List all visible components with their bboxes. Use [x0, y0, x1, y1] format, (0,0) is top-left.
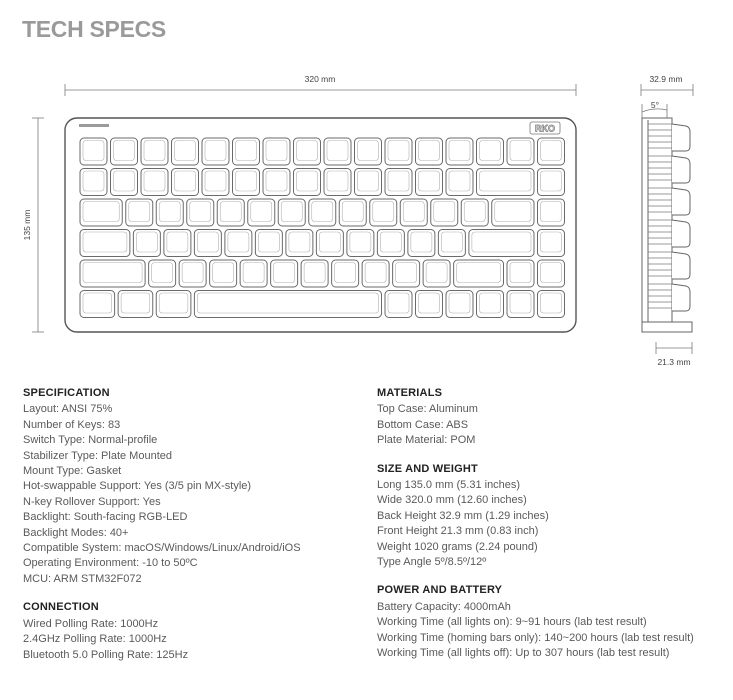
key-cap [80, 138, 107, 165]
power-battery-section [377, 583, 707, 661]
key-cap [149, 260, 176, 287]
key-cap [339, 199, 366, 226]
spec-line: Front Height 21.3 mm (0.83 inch) [377, 525, 539, 538]
spec-line: Type Angle 5º/8.5º/12º [377, 556, 487, 569]
key-cap [385, 138, 412, 165]
section-title: POWER AND BATTERY [377, 584, 503, 597]
height-label: 135 mm [22, 209, 32, 241]
key-cap [240, 260, 267, 287]
key-cap [355, 169, 382, 196]
key-cap [141, 169, 168, 196]
key-cap [217, 199, 244, 226]
key-cap [164, 230, 191, 257]
spec-line: MCU: ARM STM32F072 [23, 572, 142, 585]
key-cap [332, 260, 359, 287]
specification-section [23, 386, 353, 587]
key-cap [111, 138, 138, 165]
brand-badge [530, 122, 560, 134]
spec-line: 2.4GHz Polling Rate: 1000Hz [23, 633, 167, 646]
width-dimension [65, 74, 576, 96]
side-profile-view [641, 74, 693, 367]
key-cap [286, 230, 313, 257]
key-cap [538, 260, 565, 287]
brand-badge-text: RKO [535, 123, 555, 134]
side-key-cap [672, 124, 690, 151]
key-cap [202, 169, 229, 196]
key-cap [477, 291, 504, 318]
key-cap [492, 199, 534, 226]
spec-column-left [23, 386, 353, 676]
key-cap [309, 199, 336, 226]
spec-line: Backlight: South-facing RGB-LED [23, 511, 188, 524]
key-cap [194, 291, 381, 318]
height-dimension [22, 118, 44, 332]
spec-line: Top Case: Aluminum [377, 403, 478, 416]
width-label: 320 mm [304, 74, 336, 84]
key-cap [294, 138, 321, 165]
spec-line: Stabilizer Type: Plate Mounted [23, 449, 172, 462]
key-cap [507, 138, 534, 165]
page-title: TECH SPECS [22, 16, 166, 42]
key-cap [233, 169, 260, 196]
spec-line: Battery Capacity: 4000mAh [377, 600, 511, 613]
spec-line: Mount Type: Gasket [23, 465, 122, 478]
key-cap [454, 260, 504, 287]
key-cap [316, 230, 343, 257]
key-cap [431, 199, 458, 226]
connection-section [23, 600, 353, 663]
key-cap [156, 199, 183, 226]
key-cap [255, 230, 282, 257]
key-cap [538, 169, 565, 196]
key-cap [416, 291, 443, 318]
key-cap [294, 169, 321, 196]
key-cap [271, 260, 298, 287]
key-cap [538, 138, 565, 165]
key-cap [446, 169, 473, 196]
spec-line: Working Time (all lights off): Up to 307 hours (lab test result) [377, 647, 670, 660]
key-cap [477, 138, 504, 165]
section-title: SIZE AND WEIGHT [377, 462, 478, 475]
key-cap [438, 230, 465, 257]
key-cap [202, 138, 229, 165]
key-cap [385, 291, 412, 318]
size-weight-section [377, 462, 707, 571]
spec-line: Back Height 32.9 mm (1.29 inches) [377, 509, 549, 522]
spec-line: Layout: ANSI 75% [23, 403, 113, 416]
back-height-label: 32.9 mm [649, 74, 683, 84]
key-cap [141, 138, 168, 165]
key-cap [477, 169, 535, 196]
key-cap [446, 138, 473, 165]
spec-line: Working Time (homing bars only): 140~200 hours (lab test result) [377, 631, 694, 644]
angle-label: 5° [650, 100, 660, 110]
spec-line: Hot-swappable Support: Yes (3/5 pin MX-style) [23, 480, 252, 493]
spec-line: Working Time (all lights on): 9~91 hours (lab test result) [377, 616, 647, 629]
key-cap [263, 138, 290, 165]
key-cap [225, 230, 252, 257]
key-cap [538, 230, 565, 257]
key-cap [324, 169, 351, 196]
key-cap [210, 260, 237, 287]
key-cap [385, 169, 412, 196]
spec-line: Wide 320.0 mm (12.60 inches) [377, 494, 527, 507]
spec-line: Bluetooth 5.0 Polling Rate: 125Hz [23, 648, 189, 661]
key-cap [446, 291, 473, 318]
key-cap [156, 291, 191, 318]
key-cap [377, 230, 404, 257]
key-cap [118, 291, 153, 318]
key-cap [80, 230, 130, 257]
spec-line: Switch Type: Normal-profile [23, 434, 158, 447]
spec-column-right [377, 386, 707, 675]
key-cap [179, 260, 206, 287]
section-title: MATERIALS [377, 387, 443, 399]
key-cap [80, 199, 122, 226]
key-cap [507, 291, 534, 318]
key-cap [538, 291, 565, 318]
key-cap [324, 138, 351, 165]
key-cap [461, 199, 488, 226]
spec-line: Plate Material: POM [377, 434, 476, 447]
key-cap [111, 169, 138, 196]
key-cap [172, 138, 199, 165]
key-cap [301, 260, 328, 287]
key-cap [469, 230, 534, 257]
key-cap [187, 199, 214, 226]
key-cap [133, 230, 160, 257]
key-cap [393, 260, 420, 287]
key-cap [248, 199, 275, 226]
side-key-cap [672, 284, 690, 311]
key-cap [538, 199, 565, 226]
key-cap [233, 138, 260, 165]
key-cap [263, 169, 290, 196]
section-title: CONNECTION [23, 601, 99, 614]
spec-line: Operating Environment: -10 to 50ºC [23, 557, 198, 570]
spec-line: Bottom Case: ABS [377, 418, 469, 431]
key-cap [362, 260, 389, 287]
side-key-cap [672, 220, 690, 247]
keyboard-dimension-diagram [0, 60, 733, 380]
spec-line: N-key Rollover Support: Yes [23, 495, 161, 508]
key-cap [416, 138, 443, 165]
key-cap [278, 199, 305, 226]
spec-line: Backlight Modes: 40+ [23, 526, 129, 539]
key-cap [80, 169, 107, 196]
key-cap [80, 260, 145, 287]
spec-line: Wired Polling Rate: 1000Hz [23, 617, 159, 630]
side-key-cap [672, 156, 690, 183]
key-cap [416, 169, 443, 196]
status-bar-slot [79, 124, 109, 127]
side-key-cap [672, 252, 690, 279]
key-cap [507, 260, 534, 287]
side-key-cap [672, 188, 690, 215]
front-height-label: 21.3 mm [657, 357, 691, 367]
materials-section [377, 386, 707, 449]
key-cap [400, 199, 427, 226]
key-cap [172, 169, 199, 196]
key-cap [80, 291, 115, 318]
key-cap [347, 230, 374, 257]
key-cap [194, 230, 221, 257]
key-cap [126, 199, 153, 226]
key-cap [355, 138, 382, 165]
spec-line: Number of Keys: 83 [23, 418, 121, 431]
key-cap [423, 260, 450, 287]
section-title: SPECIFICATION [23, 387, 110, 399]
key-cap [370, 199, 397, 226]
spec-line: Weight 1020 grams (2.24 pound) [377, 540, 538, 553]
spec-line: Compatible System: macOS/Windows/Linux/Android/iOS [23, 542, 301, 555]
spec-line: Long 135.0 mm (5.31 inches) [377, 479, 521, 492]
key-cap [408, 230, 435, 257]
